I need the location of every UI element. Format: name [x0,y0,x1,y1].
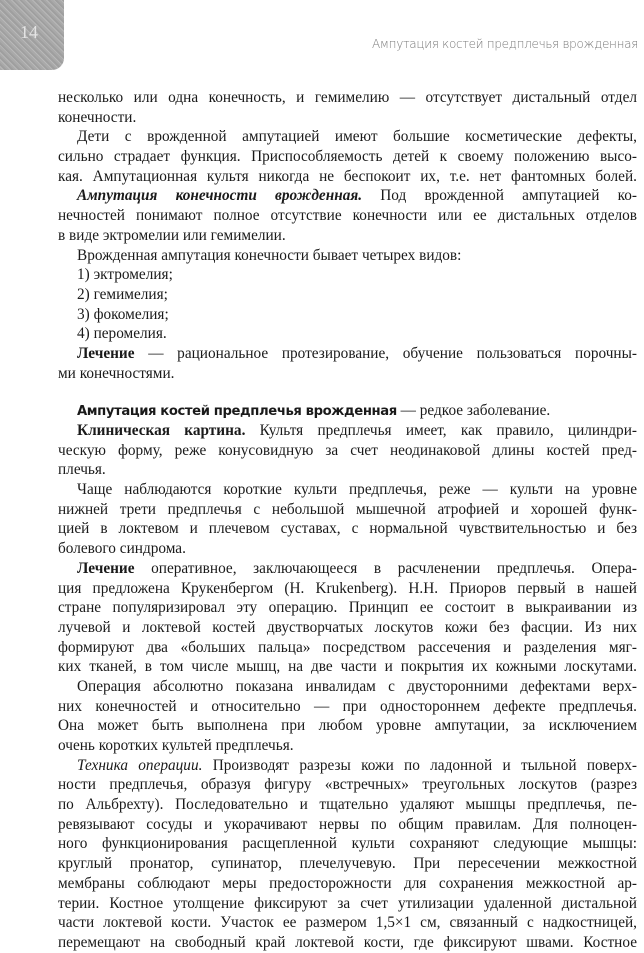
text-line [58,127,637,147]
text-line [58,265,637,285]
text-line [58,756,637,776]
text-line [58,186,637,206]
text-line [58,559,637,579]
text-line [58,677,637,697]
text-line [58,834,637,854]
text-line [58,364,637,384]
line-text: в виде эктромелии или гемимелии. [58,226,286,244]
text-line [58,894,637,914]
text-line [58,815,637,835]
line-text: 2) гемимелия; [77,285,168,303]
text-line [58,519,637,539]
line-text: — рациональное протезирование, обучение пользоваться порочны- [134,344,637,362]
page-body-text [58,88,637,953]
line-text: очень коротких культей предплечья. [58,737,294,754]
line-text: формируют два «больших пальца» посредством рассечения и разделения мяг- [58,638,637,656]
text-line [58,305,637,325]
page-number-tab [0,0,64,70]
text-line [58,88,637,108]
line-text: нижней трети предплечья с небольшой мышечной атрофией и хорошей функ- [58,500,637,518]
line-text: части локтевой кости. Участок ее размером 1,5×1 см, связанный с надкостницей, [58,914,637,932]
line-text: болевого синдрома. [58,540,186,558]
line-text: стране популяризировал эту операцию. Принцип ее состоит в выкраивании из [58,599,637,617]
run-in-heading: Лечение [77,559,135,577]
text-line [58,206,637,226]
line-text: 4) перомелия. [77,325,167,343]
line-text: 3) фокомелия; [77,305,169,323]
text-line [58,933,637,953]
text-line [58,460,637,480]
text-line [58,874,637,894]
line-text: ревязывают сосуды и укорачивают нервы по общим правилам. Для полноцен- [58,815,637,833]
line-text: 1) эктромелия; [77,266,173,284]
section-heading-line [58,401,637,421]
line-text: Чаще наблюдаются короткие культи предплечья, реже — культи на уровне [77,481,637,499]
line-text: кая. Ампутационная культя никогда не беспокоит их, т.е. нет фантомных болей. [58,167,637,185]
text-line [58,500,637,520]
line-text: ких тканей, в том числе мышц, на две части и покрытия их кожными лоскутами. [58,658,637,676]
text-line [58,618,637,638]
line-text: круглый пронатор, супинатор, плечелучевую. При пересечении межкостной [58,855,637,873]
text-line [58,736,637,756]
run-in-heading: Ампутация костей предплечья врожденная [77,404,397,420]
line-text: терии. Костное утолщение фиксируют за счет утилизации удаленной дистальной [58,894,637,912]
line-text: Дети с врожденной ампутацией имеют большие косметические дефекты, [77,128,637,146]
running-header-title: Ампутация костей предплечья врожденная [372,37,638,51]
line-text: перемещают на свободный край локтевой кости, где фиксируют швами. Костное [58,933,637,951]
text-line [58,421,637,441]
text-line [58,598,637,618]
line-text: ция предложена Крукенбергом (H. Krukenberg). Н.Н. Приоров первый в нашей [58,579,637,597]
line-text: ми конечностями. [58,364,175,382]
line-text: плечья. [58,461,106,479]
line-text: Она может быть выполнена при любом уровне ампутации, за исключением [58,717,637,735]
text-line [58,226,637,246]
line-text: Культя предплечья имеет, как правило, цилиндри- [245,422,637,439]
text-line [58,579,637,599]
page-number: 14 [20,22,38,42]
line-text: Под врожденной ампутацией ко- [362,187,637,205]
text-line [58,913,637,933]
text-line [58,775,637,795]
text-line [58,147,637,167]
line-text: них конечностей и относительно — при одностороннем дефекте предплечья. [58,697,637,715]
line-text: Операция абсолютно показана инвалидам с двусторонними дефектами верх- [77,677,637,695]
text-line [58,246,637,266]
text-line [58,795,637,815]
text-line [58,108,637,128]
line-text: сильно страдает функция. Приспособляемость детей к своему положению высо- [58,148,637,166]
run-in-heading: Техника операции. [77,756,203,774]
line-text: — редкое заболевание. [396,402,551,420]
line-text: конечности. [58,108,137,126]
line-text: ного функционирования расщепленной культи сохраняют следующие мышцы: [58,835,637,853]
text-line [58,480,637,500]
text-line [58,716,637,736]
text-line [58,167,637,187]
line-text: ческую форму, реже конусовидную за счет неодинаковой длины костей пред- [58,441,637,459]
line-text: по Альбрехту). Последовательно и тщательно удаляют мышцы предплечья, пе- [58,796,637,814]
run-in-heading: Клиническая картина. [77,422,246,439]
line-text: лучевой и локтевой костей двустворчатых лоскутов кожи без фасции. Из них [58,618,637,636]
line-text: несколько или одна конечность, и гемимелию — отсутствует дистальный отдел [58,89,637,106]
text-line [58,657,637,677]
text-line [58,441,637,461]
line-text: ности предплечья, образуя фигуру «встречных» треугольных лоскутов (разрез [58,776,637,794]
line-text: цией в локтевом и плечевом суставах, с нормальной чувствительностью и без [58,520,637,538]
text-line [58,344,637,364]
line-text: нечностей понимают полное отсутствие конечности или ее дистальных отделов [58,207,637,225]
run-in-heading: Лечение [77,344,135,362]
run-in-heading: Ампутация конечности врожденная. [77,187,363,205]
text-line [58,854,637,874]
text-line [58,324,637,344]
text-line [58,285,637,305]
text-line [58,638,637,658]
line-text: Врожденная ампутация конечности бывает четырех видов: [77,246,462,264]
line-text: мембраны соблюдают меры предосторожности для сохранения межкостной ар- [58,874,637,892]
text-line [58,697,637,717]
text-line [58,539,637,559]
line-text: Производят разрезы кожи по ладонной и тыльной поверх- [202,756,637,774]
line-text: оперативное, заключающееся в расчленении предплечья. Опера- [134,559,637,577]
